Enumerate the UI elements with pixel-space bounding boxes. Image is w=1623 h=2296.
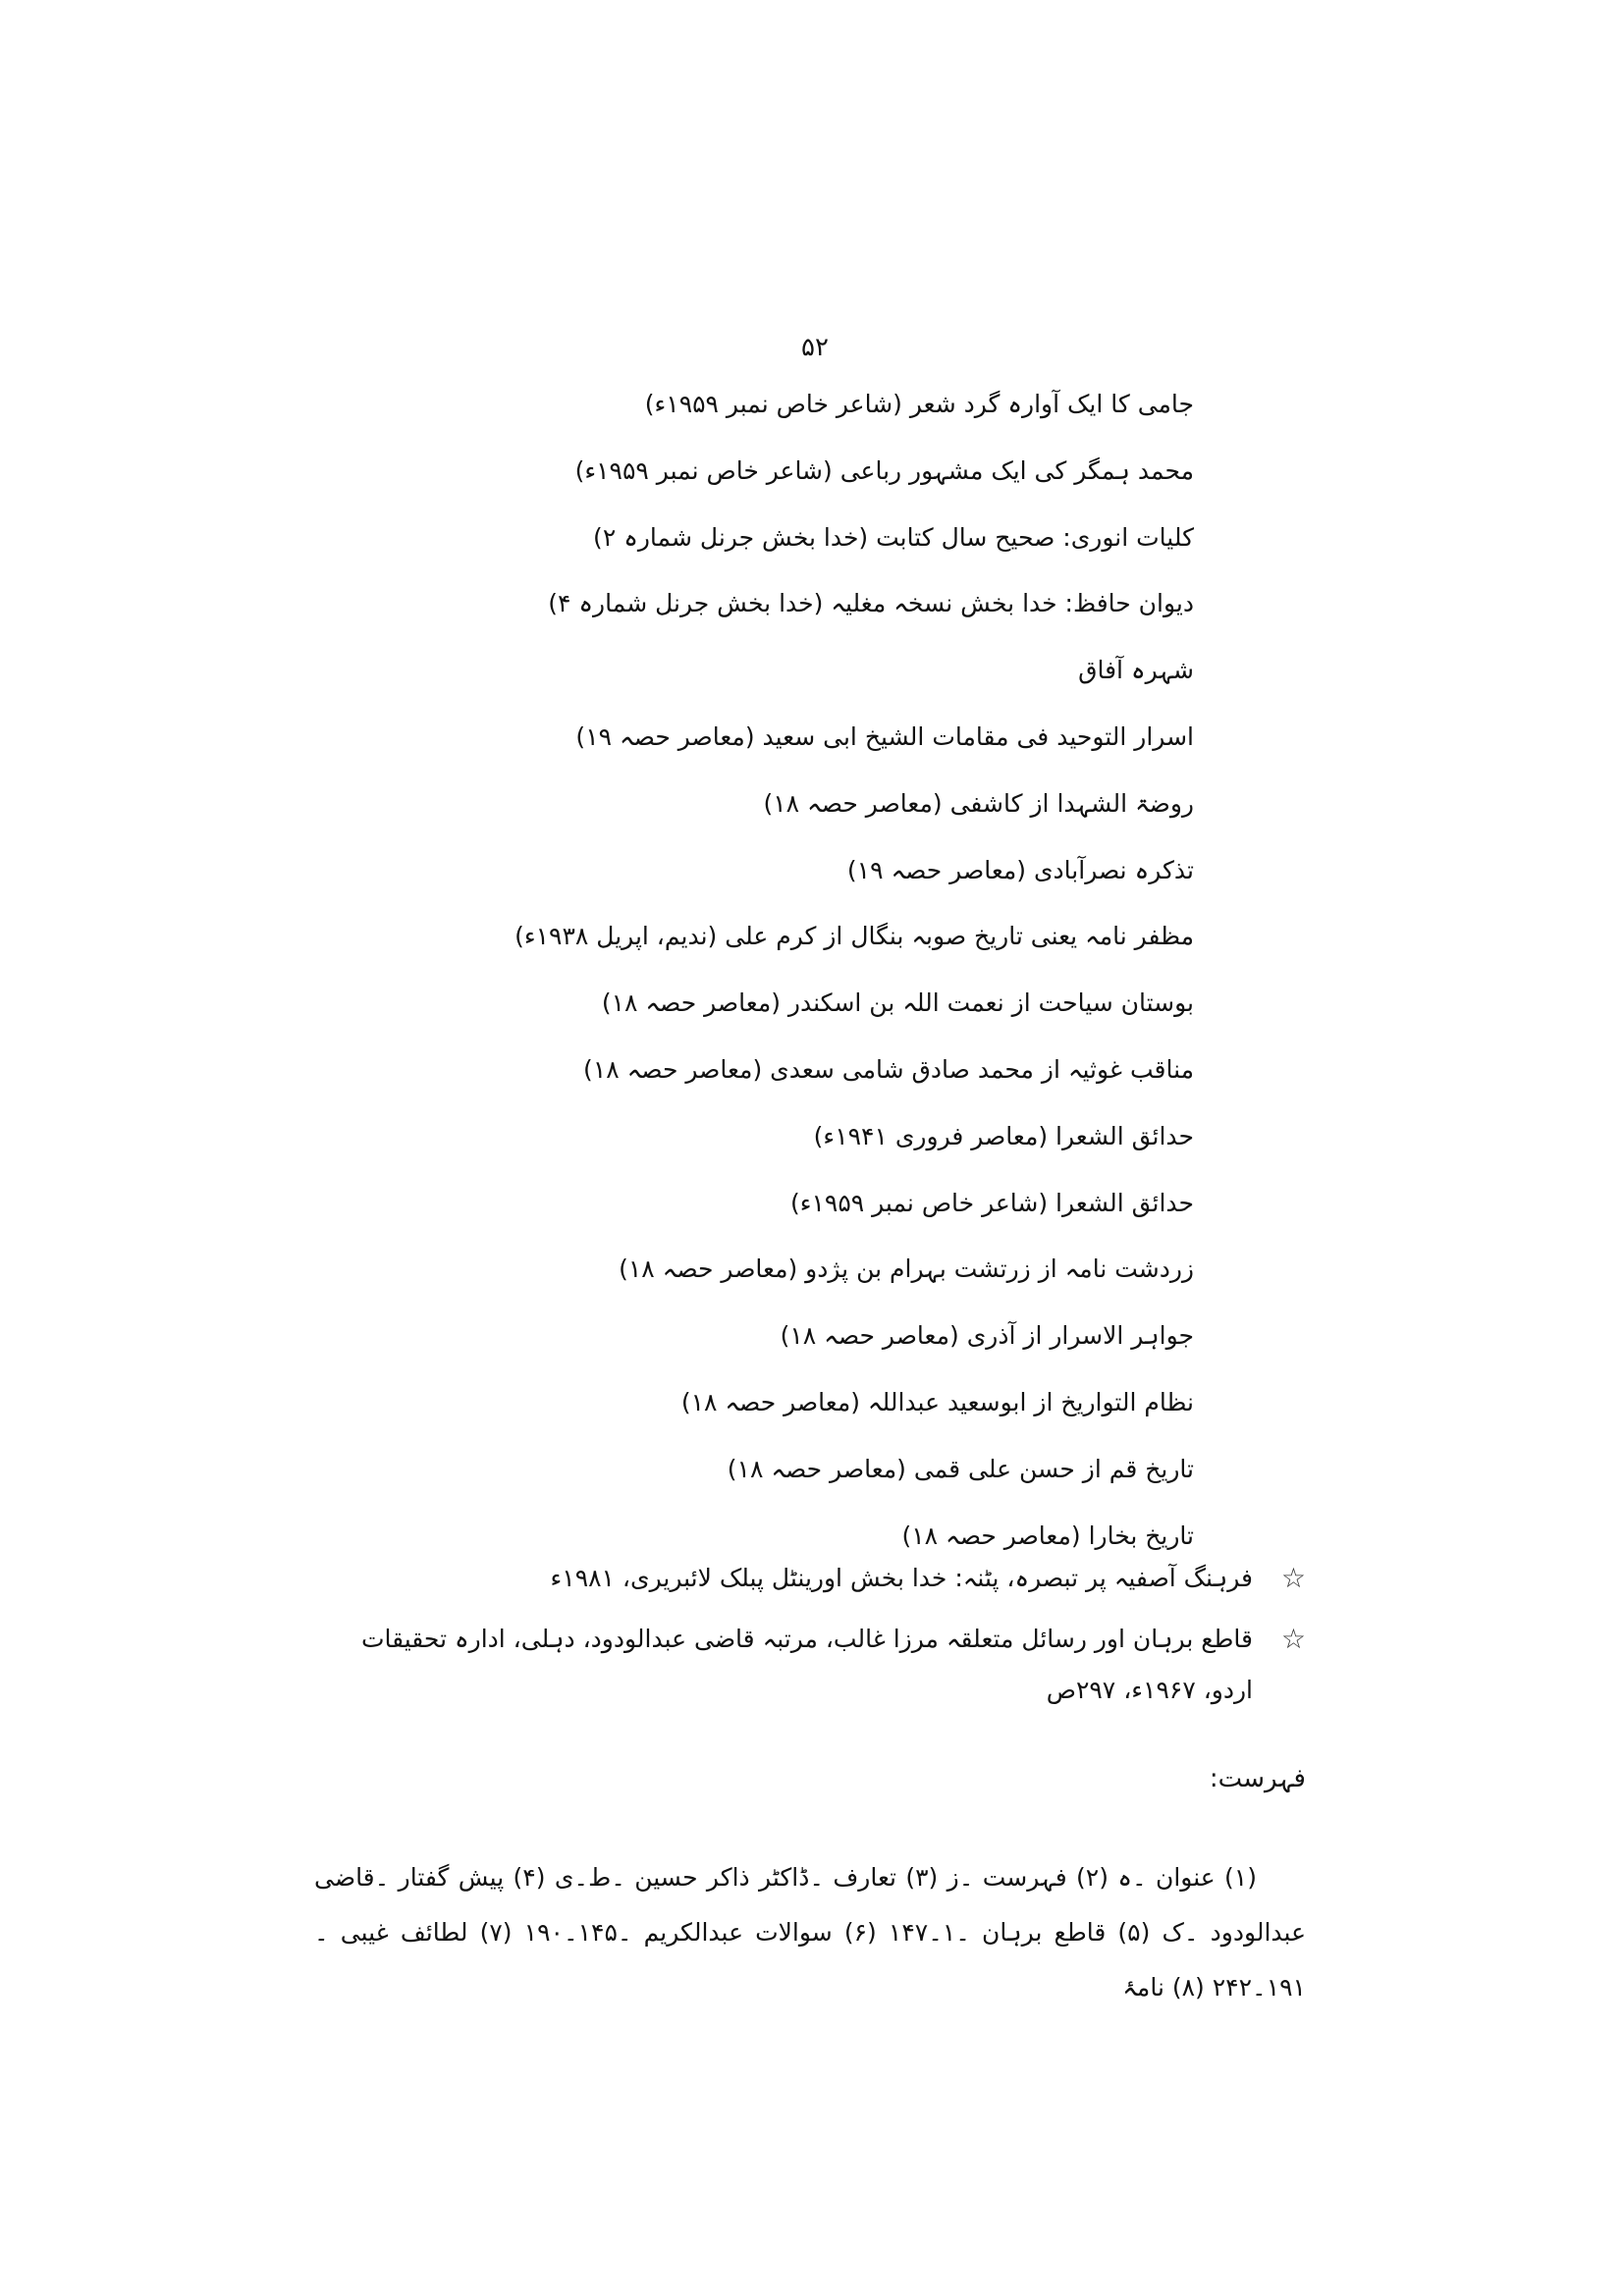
- list-item: جامی کا ایک آوارہ گرد شعر (شاعر خاص نمبر ۱۹۵۹ء): [644, 390, 1194, 418]
- contents-heading: فہرست:: [1209, 1764, 1306, 1793]
- list-item: نظام التواریخ از ابوسعید عبداللہ (معاصر حصہ ۱۸): [680, 1387, 1194, 1416]
- list-item: مناقب غوثیہ از محمد صادق شامی سعدی (معاصر حصہ ۱۸): [583, 1054, 1194, 1084]
- bullet-text: فرہنگ آصفیہ پر تبصرہ، پٹنہ: خدا بخش اورینٹل پبلک لائبریری، ۱۹۸۱ء: [550, 1564, 1253, 1592]
- contents-paragraph: (۱) عنوان ۔ہ (۲) فہرست ۔ز (۳) تعارف ۔ڈاکٹر ذاکر حسین ۔ط۔ی (۴) پیش گفتار ۔قاضی عبدالودود ۔ک (۵) قاطع برہان ۔۱۔۱۴۷ (۶) سوالات عبدالکریم ۔۱۴۵۔۱۹۰ (۷) لطائف غیبی ۔۱۹۱۔۲۴۲ (۸) نامۂ: [314, 1863, 1307, 2002]
- star-icon: ☆: [1280, 1623, 1306, 1655]
- star-icon: ☆: [1280, 1562, 1306, 1594]
- list-item: حدائق الشعرا (معاصر فروری ۱۹۴۱ء): [813, 1121, 1194, 1150]
- list-item: جواہر الاسرار از آذری (معاصر حصہ ۱۸): [780, 1321, 1194, 1351]
- bullet-item: [314, 1553, 1306, 1604]
- list-item: شہرہ آفاق: [1078, 656, 1194, 685]
- list-item: محمد ہمگر کی ایک مشہور رباعی (شاعر خاص نمبر ۱۹۵۹ء): [574, 455, 1194, 485]
- article-list: [514, 371, 1194, 1569]
- page-number: ۵۲: [801, 333, 829, 362]
- list-item: دیوان حافظ: خدا بخش نسخہ مغلیہ (خدا بخش جرنل شمارہ ۴): [548, 589, 1194, 618]
- list-item: تذکرہ نصرآبادی (معاصر حصہ ۱۹): [846, 855, 1194, 884]
- list-item: مظفر نامہ یعنی تاریخ صوبہ بنگال از کرم علی (ندیم، اپریل ۱۹۳۸ء): [514, 922, 1194, 951]
- list-item: زردشت نامہ از زرتشت بہرام بن پژدو (معاصر حصہ ۱۸): [619, 1255, 1194, 1284]
- list-item: تاریخ بخارا (معاصر حصہ ۱۸): [901, 1521, 1194, 1550]
- bullet-item: [314, 1614, 1306, 1716]
- list-item: تاریخ قم از حسن علی قمی (معاصر حصہ ۱۸): [727, 1454, 1194, 1483]
- list-item: بوستان سیاحت از نعمت اللہ بن اسکندر (معاصر حصہ ۱۸): [601, 988, 1194, 1018]
- list-item: روضۃ الشہدا از کاشفی (معاصر حصہ ۱۸): [763, 788, 1194, 818]
- list-item: کلیات انوری: صحیح سال کتابت (خدا بخش جرنل شمارہ ۲): [593, 522, 1194, 552]
- list-item: اسرار التوحید فی مقامات الشیخ ابی سعید (معاصر حصہ ۱۹): [575, 721, 1194, 751]
- bullet-text: قاطع برہان اور رسائل متعلقہ مرزا غالب، مرتبہ قاضی عبدالودود، دہلی، ادارہ تحقیقات اردو، ۱۹۶۷ء، ۲۹۷ص: [360, 1625, 1253, 1704]
- list-item: حدائق الشعرا (شاعر خاص نمبر ۱۹۵۹ء): [789, 1188, 1194, 1217]
- bibliography-bullets: [314, 1553, 1306, 1716]
